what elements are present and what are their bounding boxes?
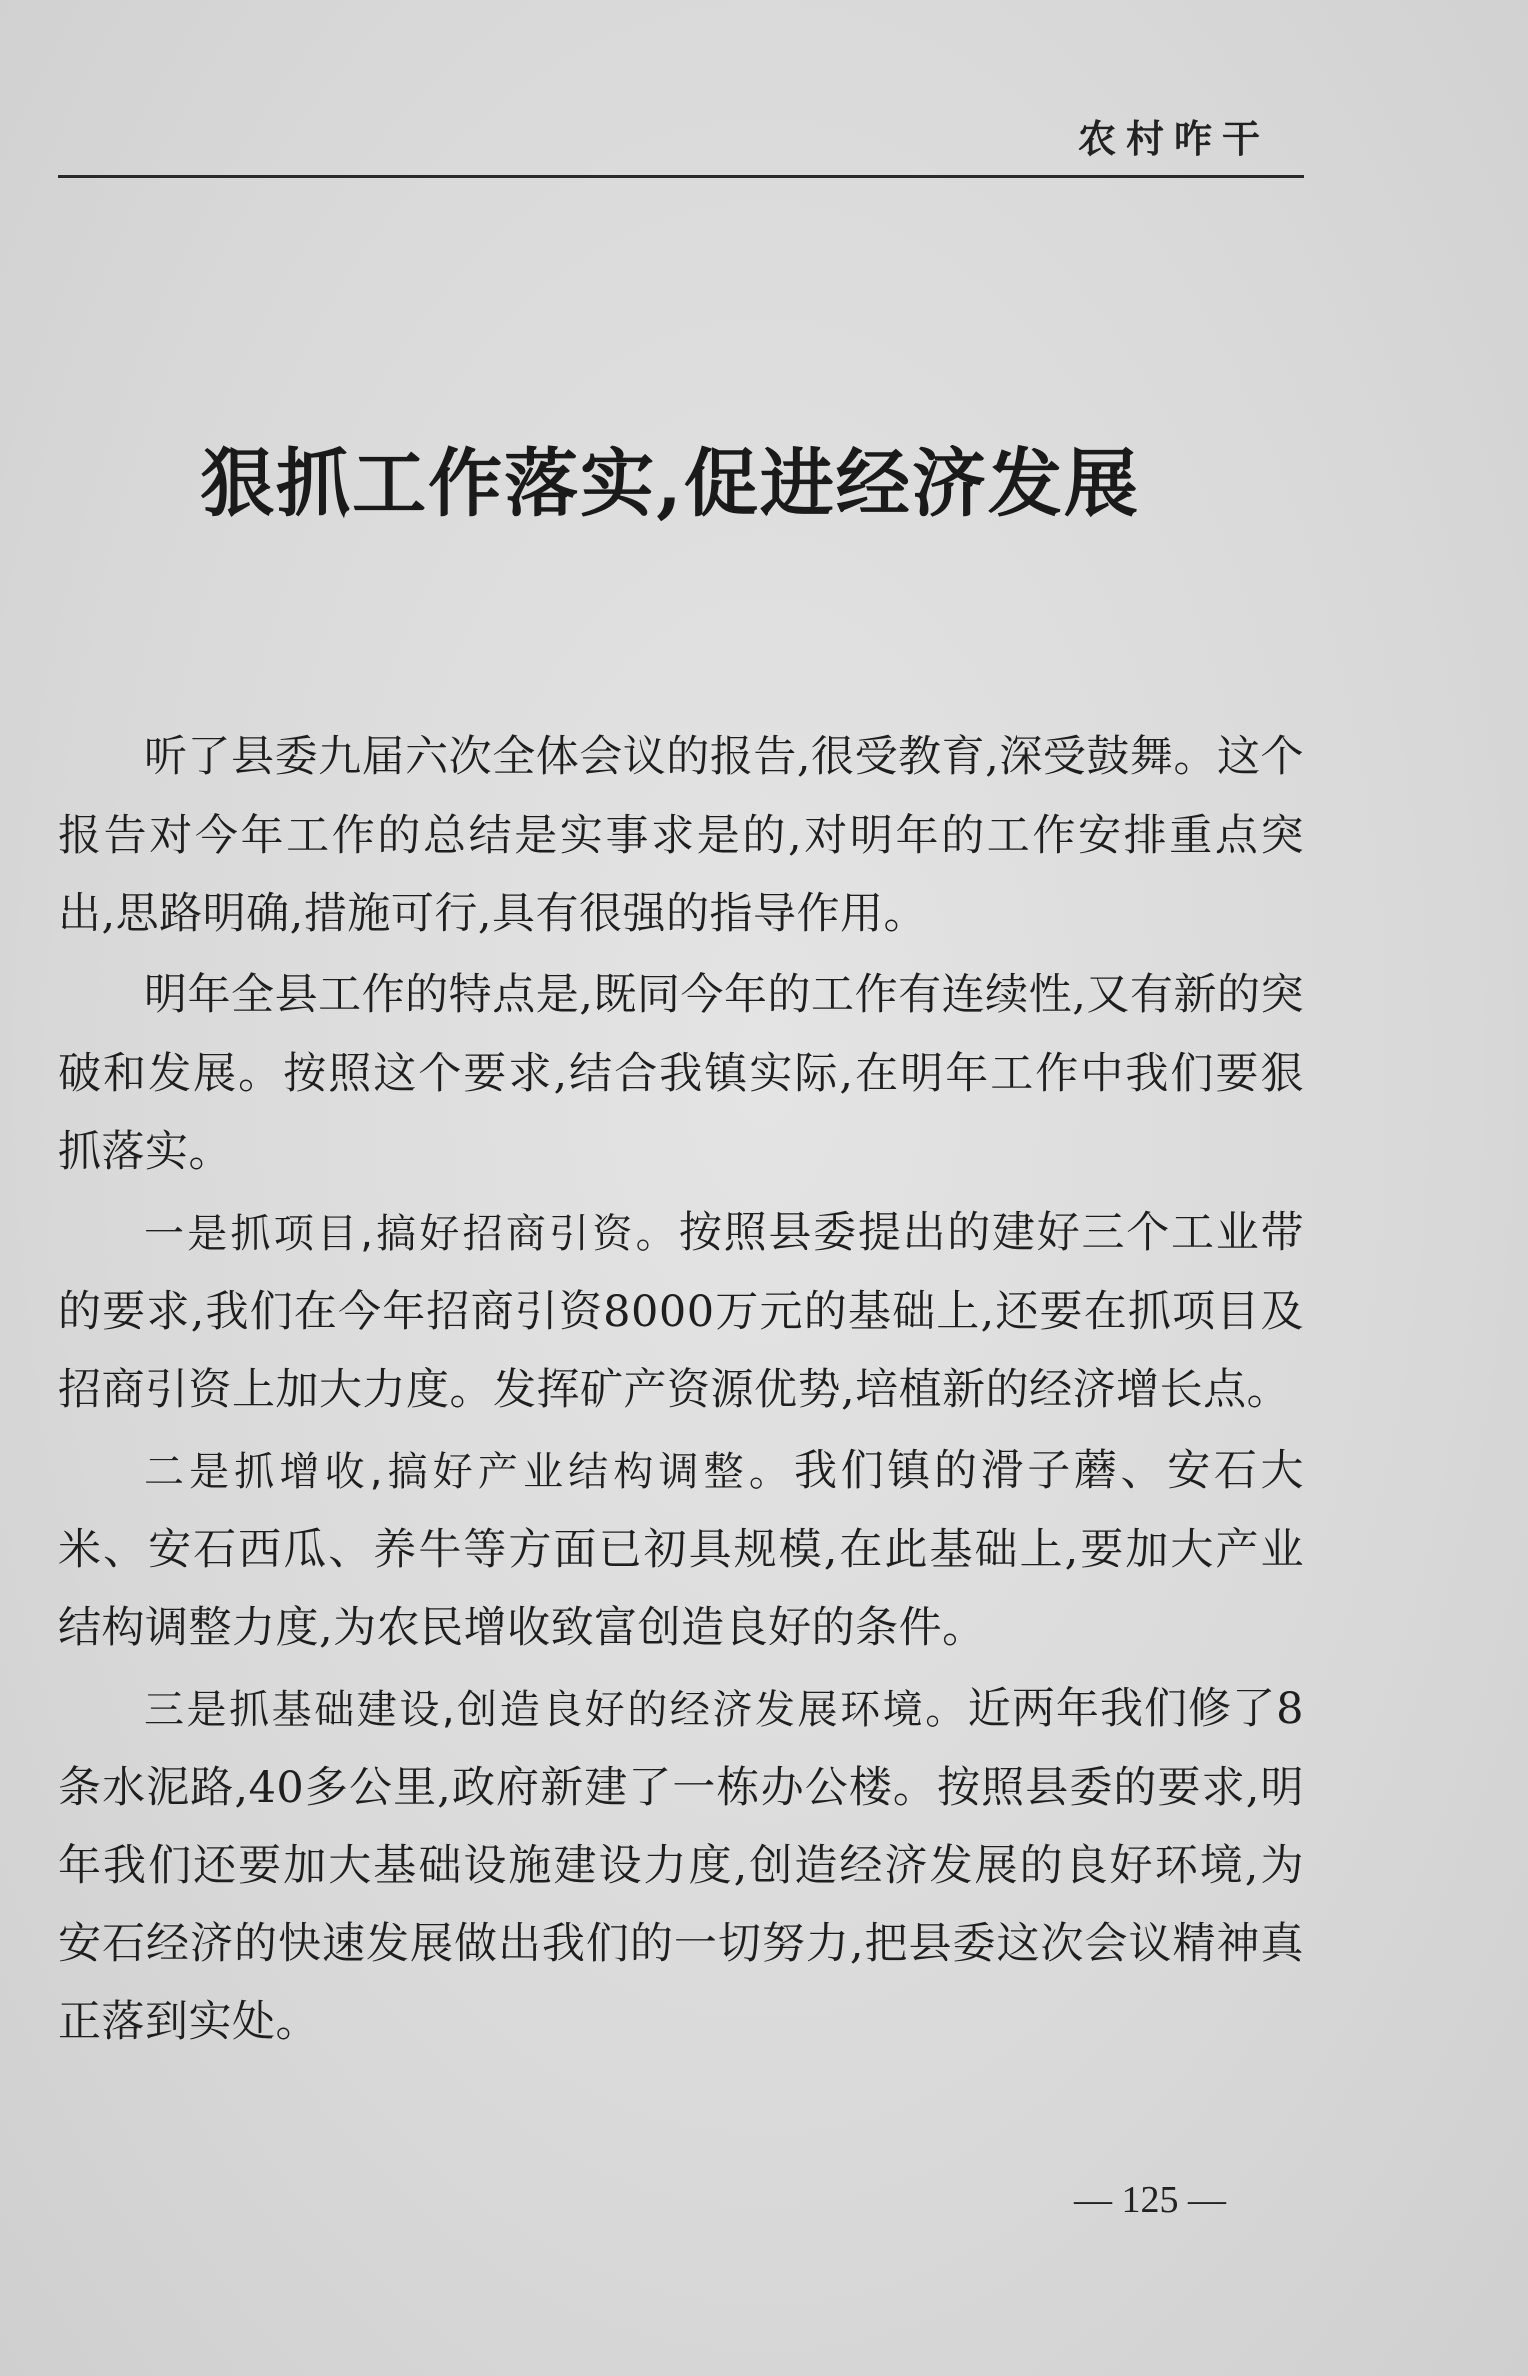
paragraph	[58, 956, 1304, 1191]
paragraph	[58, 1432, 1304, 1667]
paragraph	[58, 1194, 1304, 1429]
paragraph-text: 近两年我们修了8条水泥路,40多公里,政府新建了一栋办公楼。按照县委的要求,明年我们还要加大基础设施建设力度,创造经济发展的良好环境,为安石经济的快速发展做出我们的一切努力,把县委这次会议精神真正落到实处。	[58, 1684, 1305, 2047]
header-rule	[58, 175, 1304, 178]
paragraph-lead: 三是抓基础建设,创造良好的经济发展环境。	[144, 1687, 968, 1733]
paragraph-text: 明年全县工作的特点是,既同今年的工作有连续性,又有新的突破和发展。按照这个要求,结合我镇实际,在明年工作中我们要狠抓落实。	[58, 970, 1304, 1177]
paragraph-lead: 一是抓项目,搞好招商引资。	[144, 1211, 679, 1257]
paragraph-text: 按照县委提出的建好三个工业带的要求,我们在今年招商引资8000万元的基础上,还要在抓项目及招商引资上加大力度。发挥矿产资源优势,培植新的经济增长点。	[58, 1208, 1304, 1415]
article-body	[58, 718, 1304, 2064]
article-title: 狠抓工作落实,促进经济发展	[200, 440, 1140, 527]
paragraph-text: 听了县委九届六次全体会议的报告,很受教育,深受鼓舞。这个报告对今年工作的总结是实事求是的,对明年的工作安排重点突出,思路明确,措施可行,具有很强的指导作用。	[58, 732, 1304, 939]
paragraph	[58, 718, 1304, 953]
paragraph	[58, 1670, 1304, 2061]
paragraph-lead: 二是抓增收,搞好产业结构调整。	[144, 1449, 794, 1495]
running-header: 农村咋干	[1077, 117, 1270, 161]
page-number: — 125 —	[1074, 2179, 1226, 2221]
paragraph-text: 我们镇的滑子蘑、安石大米、安石西瓜、养牛等方面已初具规模,在此基础上,要加大产业结构调整力度,为农民增收致富创造良好的条件。	[58, 1446, 1304, 1653]
